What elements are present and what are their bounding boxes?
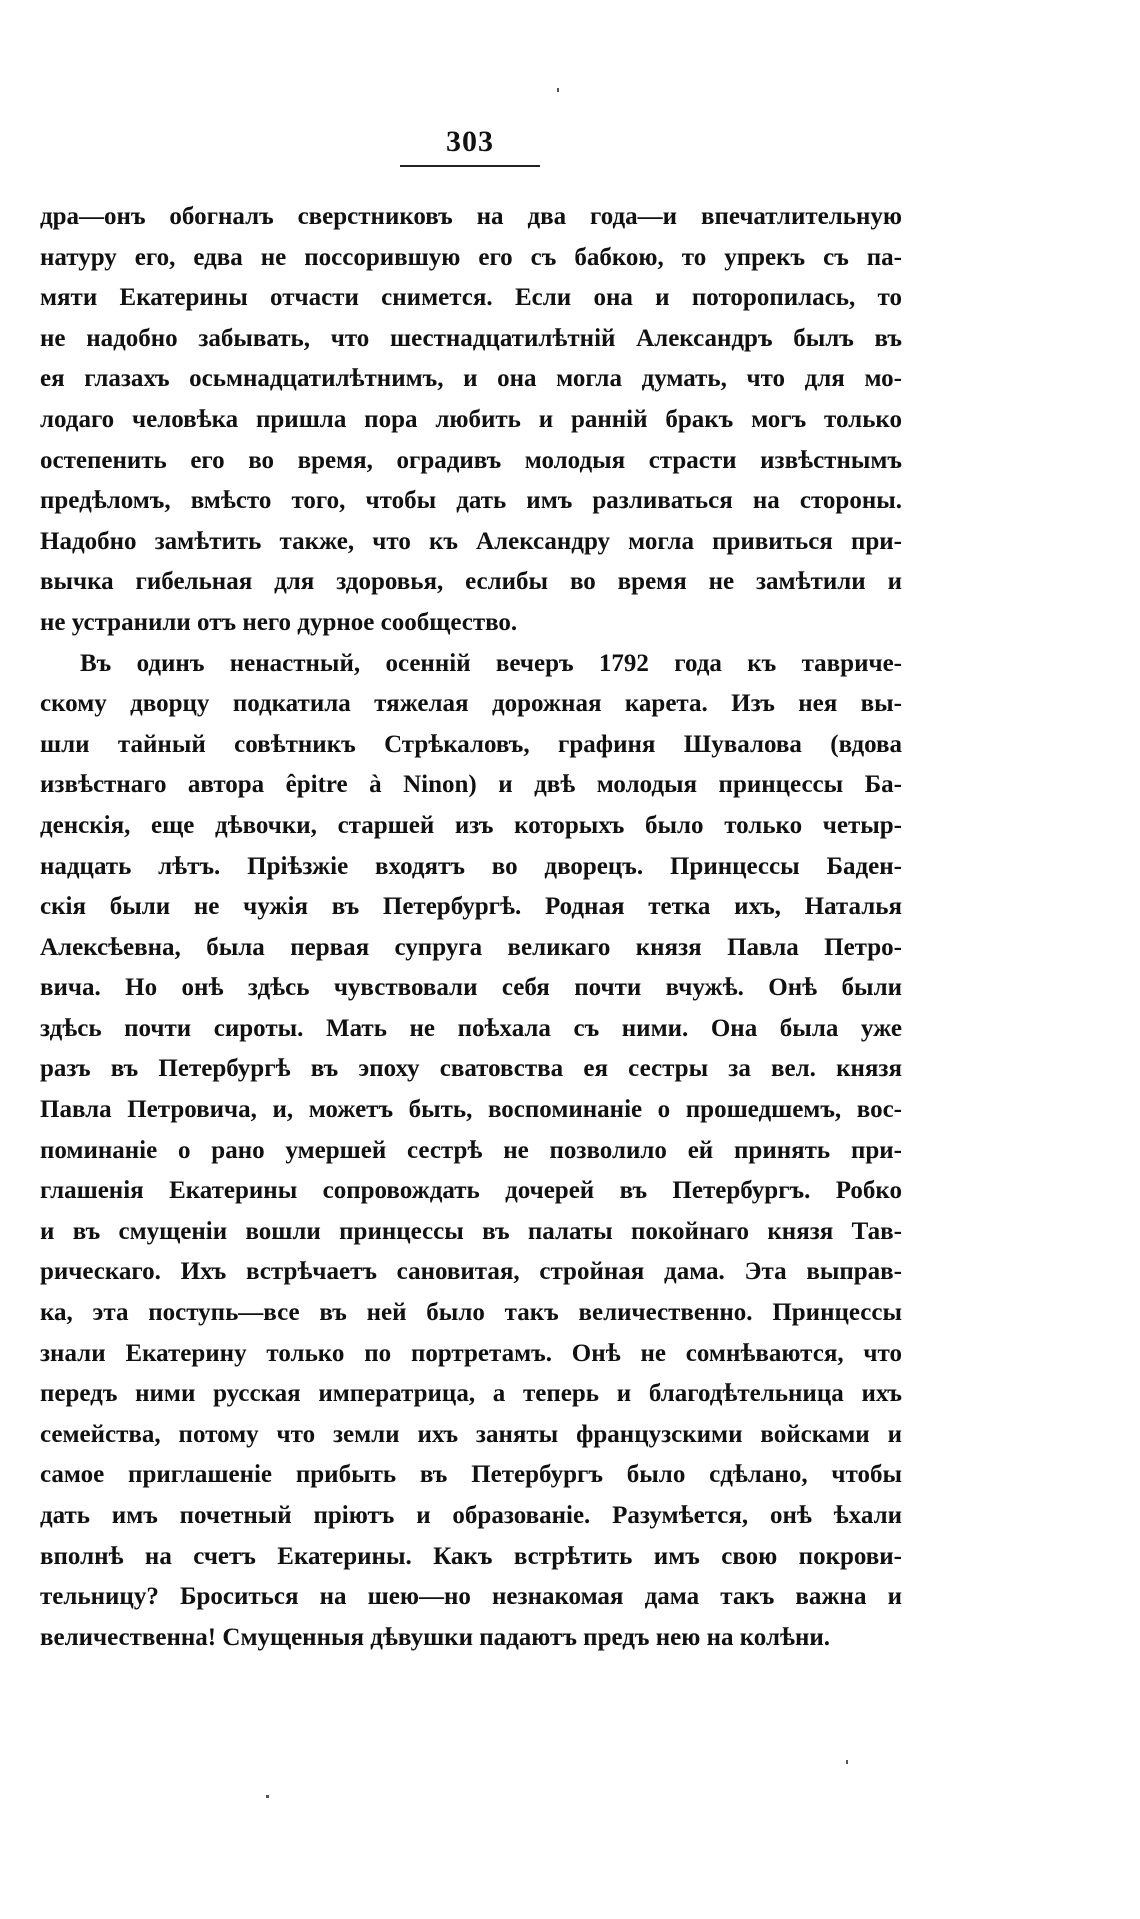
text-line: натуру его, едва не поссорившую его съ бабкою, то упрекъ съ па- xyxy=(40,243,902,271)
text-line: дра—онъ обогналъ сверстниковъ на два года—и впечатлительную xyxy=(40,203,902,230)
text-line: рическаго. Ихъ встрѣчаетъ сановитая, стройная дама. Эта выправ- xyxy=(40,1258,902,1286)
text-line: тельницу? Броситься на шею—но незнакомая дама такъ важна и xyxy=(40,1583,902,1611)
page-number: 303 xyxy=(446,125,494,158)
text-line: лодаго человѣка пришла пора любить и раннiй бракъ могъ только xyxy=(40,405,902,433)
text-line: ка, эта поступь—все въ ней было такъ величественно. Принцессы xyxy=(40,1299,902,1327)
text-line: здѣсь почти сироты. Мать не поѣхала съ ними. Она была уже xyxy=(40,1014,902,1042)
text-line: семейства, потому что земли ихъ заняты французскими войсками и xyxy=(40,1420,902,1448)
text-line: шли тайный совѣтникъ Стрѣкаловъ, графиня Шувалова (вдова xyxy=(40,730,902,758)
text-line: не надобно забывать, что шестнадцатилѣтній Александръ былъ въ xyxy=(40,324,902,352)
text-line: разъ въ Петербургѣ въ эпоху сватовства ея сестры за вел. князя xyxy=(40,1055,902,1083)
text-line: вычка гибельная для здоровья, еслибы во время не замѣтили и xyxy=(40,568,902,596)
text-line: передъ ними русская императрица, а теперь и благодѣтельница ихъ xyxy=(40,1380,902,1408)
print-speck xyxy=(846,1760,848,1764)
text-line: поминаніе о рано умершей сестрѣ не позволило ей принять при- xyxy=(40,1136,902,1164)
text-line: Павла Петровича, и, можетъ быть, воспоминаніе о прошедшемъ, вос- xyxy=(40,1096,902,1124)
text-line: надцать лѣтъ. Пріѣзжіе входятъ во дворецъ. Принцессы Баден- xyxy=(40,852,902,880)
paragraph xyxy=(40,644,902,1659)
print-speck xyxy=(557,88,559,92)
text-line: скія были не чужія въ Петербургѣ. Родная тетка ихъ, Наталья xyxy=(40,893,902,921)
text-line: вполнѣ на счетъ Екатерины. Какъ встрѣтить имъ свою покрови- xyxy=(40,1542,902,1570)
text-line: знали Екатерину только по портретамъ. Онѣ не сомнѣваются, что xyxy=(40,1339,902,1367)
text-line: остепенить его во время, оградивъ молодыя страсти извѣстнымъ xyxy=(40,446,902,474)
text-line: глашенія Екатерины сопровождать дочерей въ Петербургъ. Робко xyxy=(40,1177,902,1205)
text-line: не устранили отъ него дурное сообщество. xyxy=(40,608,518,636)
text-line: ея глазахъ осьмнадцатилѣтнимъ, и она могла думать, что для мо- xyxy=(40,365,902,393)
page-number-rule xyxy=(400,165,540,167)
text-line: скому дворцу подкатила тяжелая дорожная карета. Изъ нея вы- xyxy=(40,690,902,718)
text-line: извѣстнаго автора êpitre à Ninon) и двѣ молодыя принцессы Ба- xyxy=(40,771,902,799)
text-line: Надобно замѣтить также, что къ Александру могла привиться при- xyxy=(40,527,902,555)
text-line: Въ одинъ ненастный, осенній вечеръ 1792 года къ тавриче- xyxy=(80,649,902,677)
print-speck xyxy=(266,1795,269,1798)
text-line: дать имъ почетный пріютъ и образованіе. Разумѣется, онѣ ѣхали xyxy=(40,1502,902,1529)
text-line: предѣломъ, вмѣсто того, чтобы дать имъ разливаться на стороны. xyxy=(40,487,902,515)
text-line: и въ смущеніи вошли принцессы въ палаты покойнаго князя Тав- xyxy=(40,1217,902,1245)
page-body xyxy=(40,197,902,1658)
text-line: мяти Екатерины отчасти снимется. Если она и поторопилась, то xyxy=(40,284,902,312)
text-line: Алексѣевна, была первая супруга великаго князя Павла Петро- xyxy=(40,933,902,961)
text-line: самое приглашеніе прибыть въ Петербургъ было сдѣлано, чтобы xyxy=(40,1461,902,1489)
text-line: вича. Но онѣ здѣсь чувствовали себя почти вчужѣ. Онѣ были xyxy=(40,974,902,1002)
paragraph xyxy=(40,197,902,644)
text-line: величественна! Смущенныя дѣвушки падаютъ предъ нею на колѣни. xyxy=(40,1623,831,1651)
text-line: денскія, еще дѣвочки, старшей изъ которыхъ было только четыр- xyxy=(40,811,902,839)
